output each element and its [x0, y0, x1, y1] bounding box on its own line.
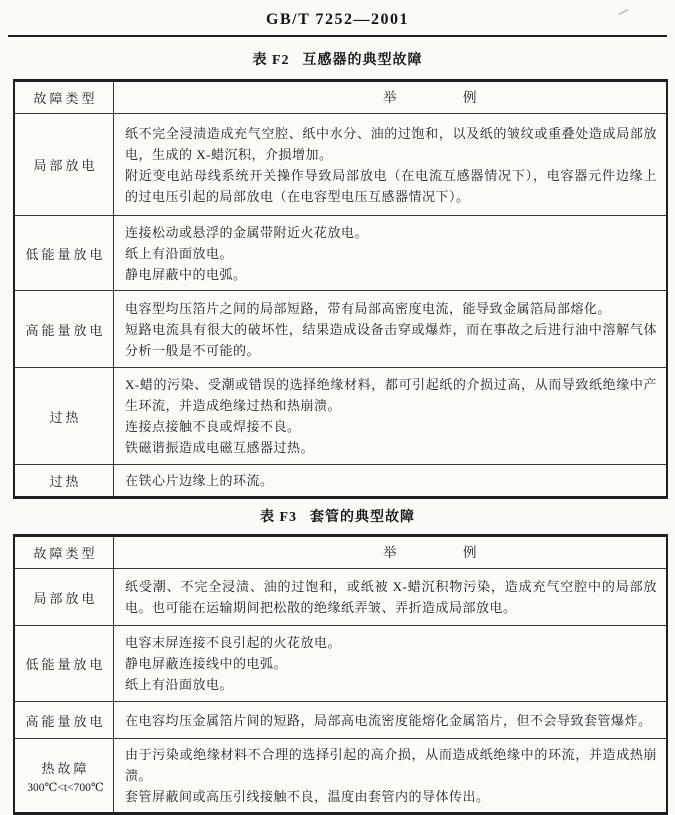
column-header-example	[114, 82, 666, 113]
table-row-overheating-core	[15, 464, 666, 496]
example-line: 由于污染或绝缘材料不合理的选择引起的高介损，从而造成纸绝缘中的环流，并造成热崩溃。	[125, 747, 657, 783]
example-line: X-蜡的污染、受潮或错误的选择绝缘材料，都可引起纸的介损过高，从而导致纸绝缘中产生环流，并造成绝缘过热和热崩溃。	[125, 377, 657, 413]
example-line: 纸不完全浸渍造成充气空腔、纸中水分、油的过饱和，以及纸的皱纹或重叠处造成局部放电，生成的 X-蜡沉积，介损增加。	[125, 125, 657, 162]
example-line: 静电屏蔽连接线中的电弧。	[125, 656, 288, 671]
fault-type-label: 局部放电	[33, 158, 98, 173]
example-line: 纸上有沿面放电。	[125, 677, 234, 692]
fault-type-label: 过热	[49, 409, 82, 425]
example-cell	[114, 291, 666, 367]
fault-type-cell	[15, 291, 114, 367]
fault-type-cell	[15, 216, 114, 290]
table-f2-title	[0, 51, 675, 71]
example-line: 在电容均压金属箔片间的短路，局部高电流密度能熔化金属箔片，但不会导致套管爆炸。	[125, 712, 652, 728]
table-f2-title-label: 表 F2	[252, 53, 290, 68]
fault-type-temperature-range: 300℃<t<700℃	[27, 781, 104, 794]
fault-type-cell	[15, 368, 114, 464]
fault-type-label: 高能量放电	[25, 713, 106, 729]
example-cell	[114, 626, 666, 701]
table-f3-header-row	[15, 537, 666, 568]
example-header-li: 例	[463, 90, 477, 105]
table-row-high-energy-discharge	[15, 701, 666, 738]
example-line: 连接松动或悬浮的金属带附近火花放电。	[125, 224, 369, 240]
table-f3-title	[0, 508, 675, 528]
table-row-overheating	[15, 367, 666, 464]
fault-type-label: 低能量放电	[25, 657, 106, 672]
example-cell	[114, 702, 666, 738]
fault-type-cell	[15, 702, 114, 738]
table-f2-header-row	[15, 82, 666, 113]
table-f3-title-label: 表 F3	[259, 510, 298, 525]
standard-number: GB/T 7252—2001	[266, 11, 409, 28]
table-row-low-energy-discharge	[15, 625, 666, 701]
fault-type-label: 低能量放电	[25, 246, 106, 262]
example-line: 电容型均压箔片之间的局部短路，带有局部高密度电流，能导致金属箔局部熔化。	[125, 300, 612, 316]
example-line: 在铁心片边缘上的环流。	[125, 473, 274, 488]
example-line: 纸受潮、不完全浸渍、油的过饱和，或纸被 X-蜡沉积物污染，造成充气空腔中的局部放电。也可能在运输期间把松散的绝缘纸弄皱、弄折造成局部放电。	[125, 579, 657, 615]
example-line: 短路电流具有很大的破坏性，结果造成设备击穿或爆炸，而在事故之后进行油中溶解气体分析一般是不可能的。	[125, 321, 657, 358]
example-cell	[114, 216, 666, 290]
example-line: 静电屏蔽中的电弧。	[125, 266, 247, 282]
column-header-fault-type: 故障类型	[15, 82, 114, 113]
column-header-fault-type: 故障类型	[15, 537, 114, 568]
table-f2-title-text: 互感器的典型故障	[302, 53, 423, 68]
table-f2	[13, 79, 668, 499]
table-row-low-energy-discharge	[15, 215, 666, 290]
table-row-high-energy-discharge	[15, 290, 666, 367]
example-cell	[114, 739, 666, 812]
example-line: 电容末屏连接不良引起的火花放电。	[125, 635, 342, 650]
example-cell	[114, 368, 666, 464]
example-line: 铁磁谐振造成电磁互感器过热。	[125, 440, 315, 455]
table-f3-title-text: 套管的典型故障	[310, 510, 416, 525]
fault-type-label: 热故障	[41, 760, 90, 776]
table-row-partial-discharge	[15, 113, 666, 215]
example-cell	[114, 569, 666, 625]
example-header-li: 例	[463, 545, 477, 560]
fault-type-cell	[15, 114, 114, 215]
example-cell	[114, 114, 666, 215]
header-rule	[8, 35, 667, 37]
table-f3	[13, 534, 668, 815]
table-row-thermal-fault	[15, 738, 666, 812]
fault-type-cell	[15, 465, 114, 496]
fault-type-label: 过热	[49, 474, 82, 489]
example-cell	[114, 465, 666, 496]
fault-type-cell	[15, 739, 114, 812]
fault-type-cell	[15, 626, 114, 701]
example-line: 纸上有沿面放电。	[125, 245, 234, 261]
fault-type-label: 高能量放电	[25, 322, 106, 338]
fault-type-cell	[15, 569, 114, 625]
example-line: 套管屏蔽间或高压引线接触不良，温度由套管内的导体传出。	[125, 789, 490, 804]
column-header-example	[114, 537, 666, 568]
fault-type-label: 局部放电	[33, 590, 98, 606]
table-row-partial-discharge	[15, 568, 666, 625]
example-header-ju: 举	[383, 90, 397, 105]
example-line: 附近变电站母线系统开关操作导致局部放电（在电流互感器情况下），电容器元件边缘上的过电压引起的局部放电（在电容型电压互感器情况下）。	[125, 167, 657, 204]
example-header-ju: 举	[383, 545, 397, 560]
example-line: 连接点接触不良或焊接不良。	[125, 419, 301, 434]
